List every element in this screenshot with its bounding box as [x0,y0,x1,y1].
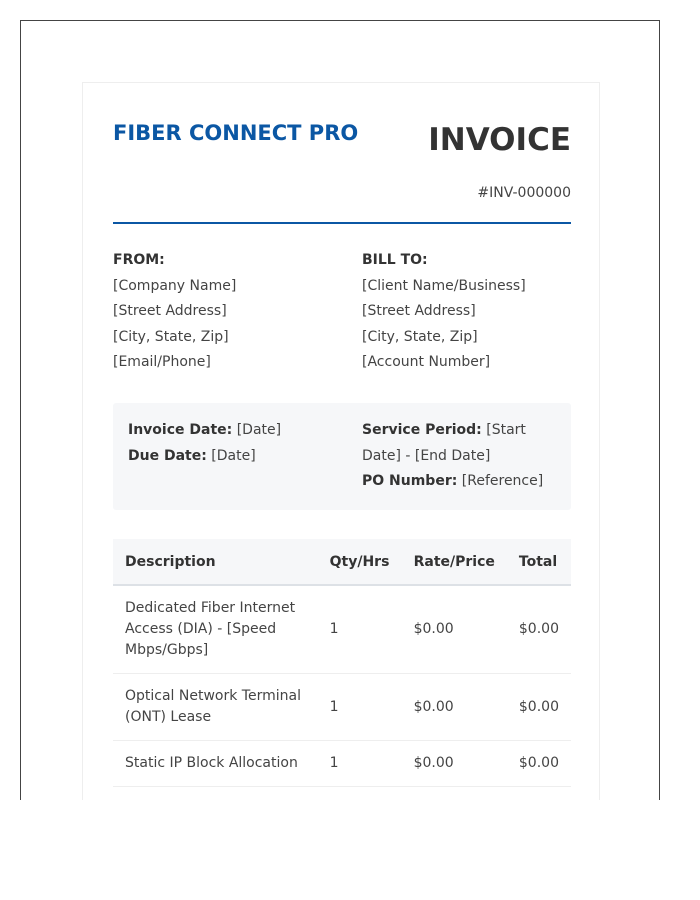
header-divider [113,222,571,224]
due-date-row [128,444,338,470]
service-details [362,418,552,495]
table-row [113,741,571,787]
item-total: $0.00 [507,741,571,787]
bill-to-section [362,248,571,376]
item-description: Optical Network Terminal (ONT) Lease [113,674,318,741]
column-header-qty: Qty/Hrs [318,539,402,585]
item-description: Static IP Block Allocation [113,741,318,787]
item-total: $0.00 [507,674,571,741]
invoice-date-label: Invoice Date: [128,422,233,438]
document-page [20,20,660,800]
invoice-number: #INV-000000 [477,185,571,201]
item-rate: $0.00 [402,585,507,674]
item-qty: 1 [318,585,402,674]
from-section [113,248,333,376]
column-header-rate: Rate/Price [402,539,507,585]
invoice-details-box [113,403,571,510]
from-line: [Street Address] [113,303,227,320]
bill-to-heading: BILL TO: [362,252,428,268]
table-header-row [113,539,571,585]
from-line: [City, State, Zip] [113,328,229,345]
bill-to-line: [Client Name/Business] [362,277,526,294]
po-number-label: PO Number: [362,473,458,490]
from-line: [Company Name] [113,277,237,294]
po-number-value: [Reference] [461,473,544,490]
service-period-label: Service Period: [362,422,482,438]
company-name: FIBER CONNECT PRO [113,121,359,145]
column-header-description: Description [113,539,318,585]
bill-to-line: [Account Number] [362,354,491,371]
table-row [113,585,571,674]
item-description: Dedicated Fiber Internet Access (DIA) - [Speed Mbps/Gbps] [113,585,318,674]
po-number-row [362,469,552,495]
from-line: [Email/Phone] [113,354,211,371]
invoice-card [82,82,600,800]
due-date-label: Due Date: [128,447,207,464]
invoice-title: INVOICE [428,122,571,158]
table-row [113,674,571,741]
item-qty: 1 [318,674,402,741]
service-period-row [362,418,552,469]
item-rate: $0.00 [402,741,507,787]
due-date-value: [Date] [211,447,256,464]
item-total: $0.00 [507,585,571,674]
from-heading: FROM: [113,252,165,268]
column-header-total: Total [507,539,571,585]
item-rate: $0.00 [402,674,507,741]
bill-to-line: [Street Address] [362,303,476,320]
bill-to-line: [City, State, Zip] [362,328,478,345]
invoice-date-row [128,418,338,444]
line-items-table [113,539,571,787]
invoice-date-value: [Date] [236,422,282,438]
service-period-value: [Start Date] - [End Date] [362,422,526,464]
invoice-dates [128,418,338,469]
item-qty: 1 [318,741,402,787]
